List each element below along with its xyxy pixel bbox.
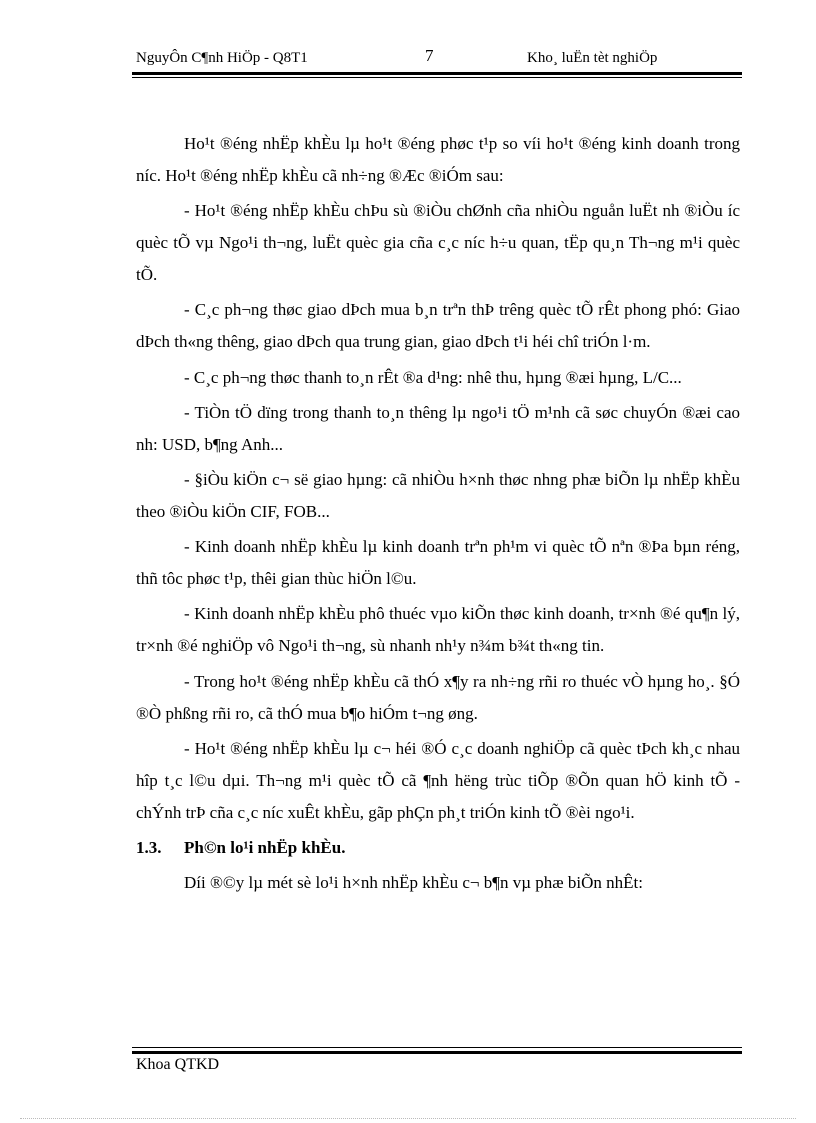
paragraph: Ho¹t ®éng nhËp khÈu lµ ho¹t ®éng phøc t¹p so víi ho¹t ®éng kinh doanh trong níc. Ho¹t ®éng nhËp khÈu cã nh÷ng ®Æc ®iÓm sau: [136, 134, 740, 185]
paragraph: - Ho¹t ®éng nhËp khÈu lµ c¬ héi ®Ó c¸c doanh nghiÖp cã quèc tÞch kh¸c nhau hîp t¸c l©u dµi. Th¬ng m¹i quèc tÕ cã ¶nh hëng trùc tiÕp ®Õn quan hÖ kinh tÕ - chÝnh trÞ cña c¸c níc xuÊt khÈu, gãp phÇn ph¸t triÓn kinh tÕ ®èi ngo¹i. [136, 738, 740, 822]
paragraph: - Trong ho¹t ®éng nhËp khÈu cã thÓ x¶y ra nh÷ng rñi ro thuéc vÒ hµng ho¸. §Ó ®Ò phßng rñi ro, cã thÓ mua b¶o hiÓm t¬ng øng. [136, 671, 740, 723]
paragraph: - C¸c ph¬ng thøc giao dÞch mua b¸n trªn thÞ trêng quèc tÕ rÊt phong phó: Giao dÞch th«ng thêng, giao dÞch qua trung gian, giao dÞch t¹i héi chî triÓn l·m. [136, 300, 740, 352]
paragraph: - Kinh doanh nhËp khÈu lµ kinh doanh trªn ph¹m vi quèc tÕ nªn ®Þa bµn réng, thñ tôc phøc t¹p, thêi gian thùc hiÖn l©u. [136, 537, 740, 589]
header-rule-thin [132, 77, 742, 78]
paragraph: - TiÒn tÖ dïng trong thanh to¸n thêng lµ ngo¹i tÖ m¹nh cã søc chuyÓn ®æi cao nh: USD, b¶ng Anh... [136, 402, 740, 454]
section-title: Ph©n lo¹i nhËp khÈu. [184, 837, 346, 857]
paragraph: - C¸c ph¬ng thøc thanh to¸n rÊt ®a d¹ng: nhê thu, hµng ®æi hµng, L/C... [184, 367, 682, 387]
footer-department: Khoa QTKD [136, 1056, 220, 1073]
section-number: 1.3. [136, 837, 162, 857]
section-heading [136, 832, 740, 864]
page-edge-divider [20, 1118, 796, 1119]
paragraph: Díi ®©y lµ mét sè lo¹i h×nh nhËp khÈu c¬ b¶n vµ phæ biÕn nhÊt: [184, 873, 643, 893]
body-text [136, 128, 740, 903]
paragraph: - §iÒu kiÖn c¬ së giao hµng: cã nhiÒu h×nh thøc nhng phæ biÕn lµ nhËp khÈu theo ®iÒu kiÖn CIF, FOB... [136, 470, 740, 521]
paragraph: - Kinh doanh nhËp khÈu phô thuéc vµo kiÕn thøc kinh doanh, tr×nh ®é qu¶n lý, tr×nh ®é nghiÖp vô Ngo¹i th¬ng, sù nhanh nh¹y n¾m b¾t th«ng tin. [136, 604, 740, 656]
footer-rule-thin [132, 1047, 742, 1048]
header-rule-thick [132, 72, 742, 75]
header-author: NguyÔn C¶nh HiÖp - Q8T1 [136, 50, 308, 66]
page-number: 7 [425, 46, 434, 65]
footer-rule-thick [132, 1051, 742, 1054]
paragraph: - Ho¹t ®éng nhËp khÈu chÞu sù ®iÒu chØnh cña nhiÒu nguån luËt nh ®iÒu íc quèc tÕ vµ Ngo¹i th¬ng, luËt quèc gia cña c¸c níc h÷u quan, tËp qu¸n Th¬ng m¹i quèc tÕ. [136, 201, 740, 285]
header-title: Kho¸ luËn tèt nghiÖp [527, 50, 658, 66]
